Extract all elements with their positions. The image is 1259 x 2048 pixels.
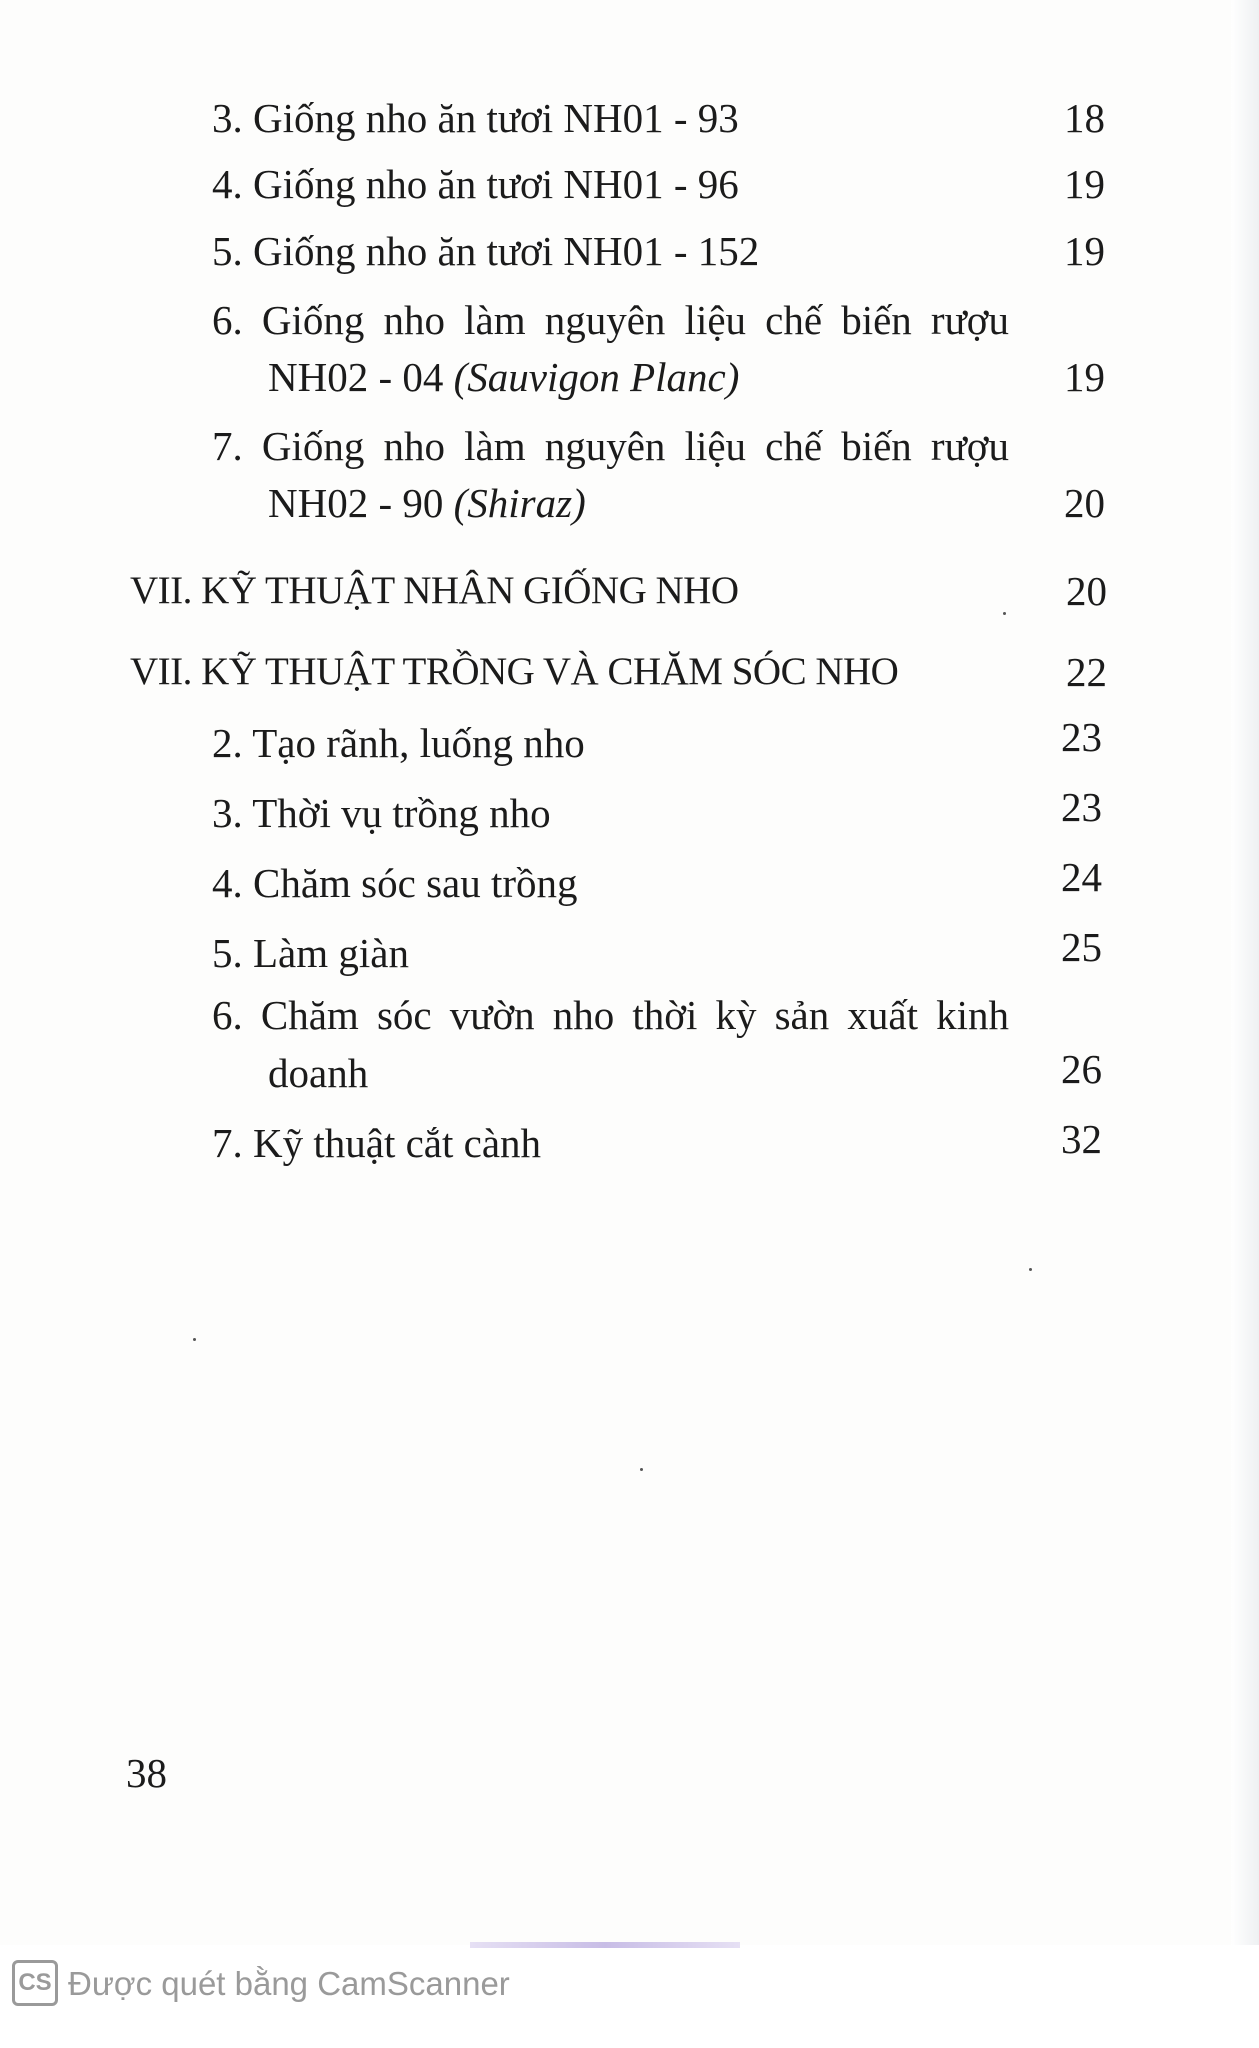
toc-page-number: 18 (1064, 95, 1105, 141)
toc-page-number: 23 (1061, 714, 1102, 760)
scan-speck (1003, 612, 1006, 615)
toc-entry-code: NH02 - 90 (268, 480, 454, 526)
toc-entry (212, 159, 739, 209)
word: chế (765, 423, 823, 469)
camscanner-logo-icon: CS (12, 1960, 58, 2006)
toc-page-number: 20 (1066, 568, 1107, 614)
toc-entry-text: 2. Tạo rãnh, luống nho (212, 720, 585, 766)
toc-entry-text: 5. Làm giàn (212, 930, 409, 976)
toc-page-number: 22 (1066, 649, 1107, 695)
word: rượu (930, 423, 1009, 469)
word: kỳ (715, 992, 757, 1038)
footer-strip (470, 1942, 740, 1948)
word: chế (765, 297, 823, 343)
word: sản (774, 992, 830, 1038)
toc-page-number: 19 (1064, 228, 1105, 274)
toc-entry (212, 718, 585, 768)
toc-entry-line2 (268, 1048, 368, 1098)
toc-entry-text: 3. Thời vụ trồng nho (212, 790, 551, 836)
toc-entry-text: 3. Giống nho ăn tươi NH01 - 93 (212, 95, 739, 141)
word: xuất (847, 992, 918, 1038)
toc-heading-text: VII. KỸ THUẬT NHÂN GIỐNG NHO (130, 569, 739, 612)
word: 6. (212, 297, 243, 343)
word: Giống (261, 297, 365, 343)
toc-entry-line1 (212, 990, 1009, 1040)
toc-page-number: 32 (1061, 1116, 1102, 1162)
toc-entry-line1 (212, 421, 1009, 471)
word: biến (841, 297, 912, 343)
toc-entry-text: 7. Kỹ thuật cắt cành (212, 1120, 542, 1166)
toc-heading-text: VII. KỸ THUẬT TRỒNG VÀ CHĂM SÓC NHO (130, 650, 899, 693)
word: thời (632, 992, 698, 1038)
toc-entry-text: 4. Giống nho ăn tươi NH01 - 96 (212, 161, 739, 207)
toc-entry-line2 (268, 352, 739, 402)
toc-entry-text: 4. Chăm sóc sau trồng (212, 860, 578, 906)
toc-entry-line1 (212, 295, 1009, 345)
word: liệu (684, 297, 747, 343)
toc-entry (212, 788, 551, 838)
scan-speck (1029, 1268, 1032, 1271)
scanner-watermark-text: Được quét bằng CamScanner (68, 1965, 510, 2002)
word: rượu (930, 297, 1009, 343)
word: 7. (212, 423, 243, 469)
toc-entry-variety: (Sauvigon Planc) (453, 354, 740, 400)
word: nho (383, 297, 445, 343)
word: kinh (936, 992, 1009, 1038)
word: sóc (376, 992, 432, 1038)
toc-entry-text: 5. Giống nho ăn tươi NH01 - 152 (212, 228, 760, 274)
toc-entry (212, 1118, 541, 1168)
toc-entry (212, 858, 578, 908)
word: 6. (212, 992, 243, 1038)
word: nho (383, 423, 445, 469)
word: vườn (449, 992, 535, 1038)
word: Giống (261, 423, 365, 469)
word: nguyên (544, 423, 666, 469)
word: nguyên (544, 297, 666, 343)
toc-page-number: 23 (1061, 784, 1102, 830)
toc-entry-code: NH02 - 04 (268, 354, 454, 400)
toc-page-number: 26 (1061, 1046, 1102, 1092)
scan-speck (193, 1338, 196, 1341)
toc-page-number: 19 (1064, 161, 1105, 207)
word: nho (552, 992, 615, 1038)
page-number: 38 (126, 1750, 167, 1796)
word: Chăm (260, 992, 359, 1038)
toc-entry (212, 928, 409, 978)
word: biến (841, 423, 912, 469)
toc-section-heading (130, 566, 739, 616)
toc-entry (212, 226, 759, 276)
scan-speck (640, 1468, 643, 1471)
toc-page-number: 24 (1061, 854, 1102, 900)
toc-page-number: 25 (1061, 924, 1102, 970)
word: làm (464, 423, 526, 469)
page-edge-shadow (1231, 0, 1259, 1945)
toc-page-number: 20 (1064, 480, 1105, 526)
toc-section-heading (130, 647, 898, 697)
toc-entry-variety: (Shiraz) (453, 480, 586, 526)
toc-entry-line2 (268, 478, 586, 528)
word: làm (464, 297, 526, 343)
toc-entry-continuation: doanh (268, 1050, 369, 1096)
toc-page-number: 19 (1064, 354, 1105, 400)
toc-entry (212, 93, 739, 143)
word: liệu (684, 423, 747, 469)
